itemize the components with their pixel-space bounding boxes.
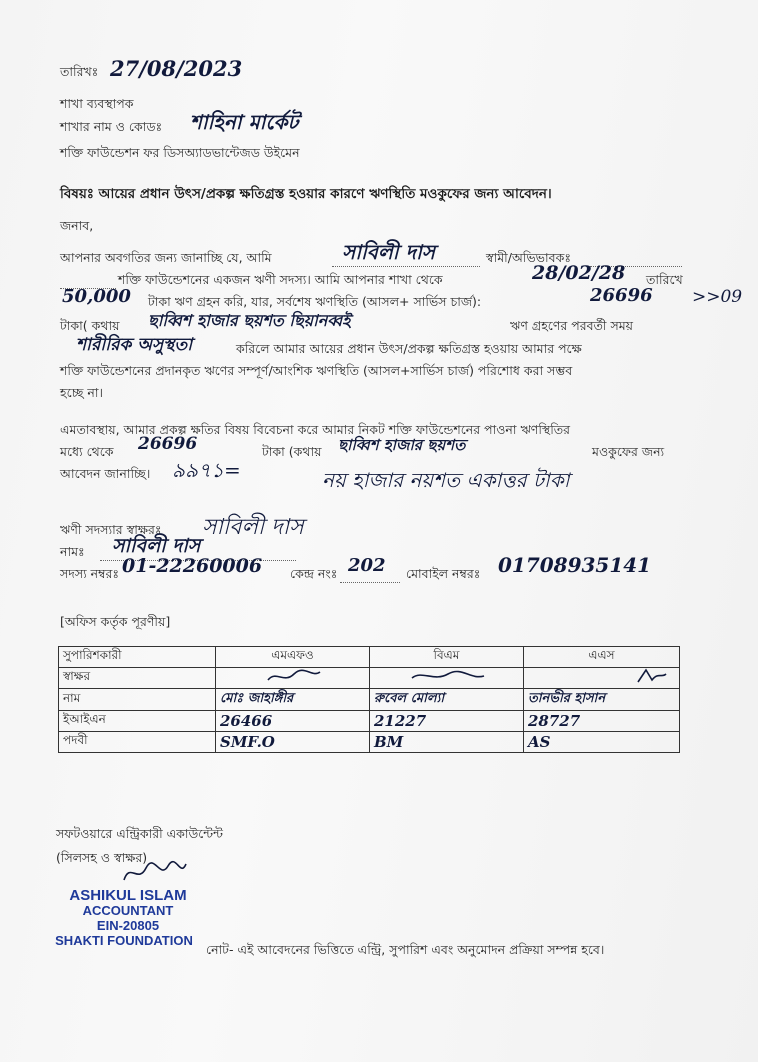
para1-balance-words: ছাব্বিশ হাজার ছয়শত ছিয়ানব্বই — [148, 311, 351, 330]
bm-name: রুবেল মোল্যা — [374, 691, 445, 706]
mobile-label: মোবাইল নম্বরঃ — [406, 566, 481, 581]
row-label-name: নাম — [59, 689, 216, 711]
branch-label: শাখার নাম ও কোডঃ — [60, 119, 163, 134]
office-title: [অফিস কর্তৃক পূরণীয়] — [60, 614, 171, 629]
para2-final-words: নয় হাজার নয়শত একাত্তর টাকা — [322, 468, 570, 492]
member-name: সাবিলী দাস — [112, 535, 201, 557]
bm-designation: BM — [374, 733, 404, 751]
mfo-signature-scribble — [264, 668, 324, 684]
table-row — [59, 732, 680, 753]
bm-signature — [370, 668, 524, 689]
mfo-designation: SMF.O — [220, 733, 275, 751]
para2-final-amount: ৯৯৭১= — [172, 458, 241, 482]
sign-label: ঋণী সদস্যার স্বাক্ষরঃ — [60, 522, 162, 537]
para1-line3-text: টাকা ঋণ গ্রহন করি, যার, সর্বশেষ ঋণস্থিতি (আসল+ সার্ভিস চার্জ): — [148, 294, 482, 309]
bm-ein: 21227 — [374, 712, 427, 730]
accountant-line2: (সিলসহ ও স্বাক্ষর) — [56, 850, 148, 865]
mfo-ein: 26466 — [220, 712, 273, 730]
member-number-label: সদস্য নম্বরঃ — [60, 566, 120, 581]
row-label-ein: ইআইএন — [59, 711, 216, 732]
para1-line4-end: ঋণ গ্রহণের পরবর্তী সময় — [510, 318, 634, 333]
para1-line6-text: শক্তি ফাউন্ডেশনের প্রদানকৃত ঋণের সম্পূর্ণ/আংশিক ঋণস্থিতি (আসল+সার্ভিস চার্জ) পরিশোধ করা সম্ভব — [60, 363, 573, 378]
para2-line2-start: মধ্যে থেকে — [60, 444, 114, 459]
as-ein: 28727 — [528, 712, 581, 730]
date-value: 27/08/2023 — [110, 56, 243, 81]
member-number: 01-22260006 — [122, 555, 263, 577]
para1-reason: শারীরিক অসুস্থতা — [76, 335, 193, 355]
header-recommender: সুপারিশকারী — [59, 647, 216, 668]
para2-line3-start: আবেদন জানাচ্ছি। — [60, 466, 151, 481]
header-mfo: এমএফও — [216, 647, 370, 668]
as-signature-scribble — [632, 668, 672, 684]
para2-line2-mid: টাকা (কথায় — [262, 444, 322, 459]
to-line: শাখা ব্যবস্থাপক — [60, 96, 134, 111]
center-label: কেন্দ্র নংঃ — [290, 566, 338, 581]
date-label: তারিখঃ — [60, 64, 99, 79]
subject-line: বিষয়ঃ আয়ের প্রধান উৎস/প্রকল্প ক্ষতিগ্রস্ত হওয়ার কারণে ঋণস্থিতি মওকুফের জন্য আবেদন। — [60, 186, 552, 202]
stamp-org: SHAKTI FOUNDATION — [55, 933, 193, 948]
mfo-name: মোঃ জাহাঙ্গীর — [220, 691, 294, 706]
stamp-ein: EIN-20805 — [96, 918, 160, 933]
org-line: শক্তি ফাউন্ডেশন ফর ডিসঅ্যাডভান্টেজড উইমেন — [60, 145, 300, 160]
member-signature: সাবিলী দাস — [202, 515, 304, 540]
as-name: তানভীর হাসান — [528, 691, 606, 706]
row-label-signature: স্বাক্ষর — [59, 668, 216, 689]
mfo-signature — [216, 668, 370, 689]
header-bm: বিএম — [370, 647, 524, 668]
para1-balance-extra: >>09 — [692, 287, 743, 307]
para1-line4-text: টাকা( কথায় — [60, 318, 120, 333]
stamp-title: ACCOUNTANT — [82, 903, 174, 918]
para1-loan-amount: 50,000 — [62, 286, 131, 307]
para1-line1-text: আপনার অবগতির জন্য জানাচ্ছি যে, আমি — [60, 250, 272, 265]
para1-line2-text: শক্তি ফাউন্ডেশনের একজন ঋণী সদস্য। আমি আপনার শাখা থেকে — [118, 272, 443, 287]
para2-waiver-words: ছাব্বিশ হাজার ছয়শত — [338, 436, 466, 454]
para2-line1-text: এমতাবস্থায়, আমার প্রকল্প ক্ষতির বিষয় বিবেচনা করে আমার নিকট শক্তি ফাউন্ডেশনের পাওনা ঋণস্থিতির — [60, 422, 571, 437]
table-row — [59, 647, 680, 668]
stamp-name: ASHIKUL ISLAM — [69, 887, 187, 904]
name-label: নামঃ — [60, 544, 85, 559]
table-row — [59, 668, 680, 689]
table-row — [59, 711, 680, 732]
para2-line2-end: মওকুফের জন্য — [592, 444, 665, 459]
para1-line5-text: করিলে আমার আয়ের প্রধান উৎস/প্রকল্প ক্ষতিগ্রস্ত হওয়ায় আমার পক্ষে — [236, 341, 582, 356]
salutation: জনাব, — [60, 218, 94, 233]
accountant-stamp — [54, 888, 202, 948]
as-designation: AS — [528, 733, 551, 751]
para1-balance: 26696 — [590, 285, 653, 306]
para1-loan-date: 28/02/28 — [532, 262, 626, 284]
mobile-number: 01708935141 — [498, 553, 652, 577]
para2-waiver-amount: 26696 — [138, 434, 198, 454]
center-number: 202 — [348, 555, 386, 576]
footer-note: নোট- এই আবেদনের ভিত্তিতে এন্ট্রি, সুপারিশ এবং অনুমোদন প্রক্রিয়া সম্পন্ন হবে। — [206, 942, 605, 957]
para1-date-suffix: তারিখে — [646, 272, 683, 287]
para1-line7-text: হচ্ছে না। — [60, 385, 103, 400]
para1-member-name: সাবিলী দাস — [342, 240, 435, 264]
as-signature — [524, 668, 680, 689]
branch-value: শাহিনা মার্কেট — [190, 110, 299, 134]
accountant-signature — [120, 858, 190, 888]
bm-signature-scribble — [408, 668, 488, 684]
table-row — [59, 689, 680, 711]
office-table — [58, 646, 680, 753]
header-as: এএস — [524, 647, 680, 668]
para1-guardian-label: স্বামী/অভিভাবকঃ — [486, 250, 571, 265]
row-label-designation: পদবী — [59, 732, 216, 753]
accountant-line1: সফটওয়ারে এন্ট্রিকারী একাউন্টেন্ট — [56, 826, 223, 841]
